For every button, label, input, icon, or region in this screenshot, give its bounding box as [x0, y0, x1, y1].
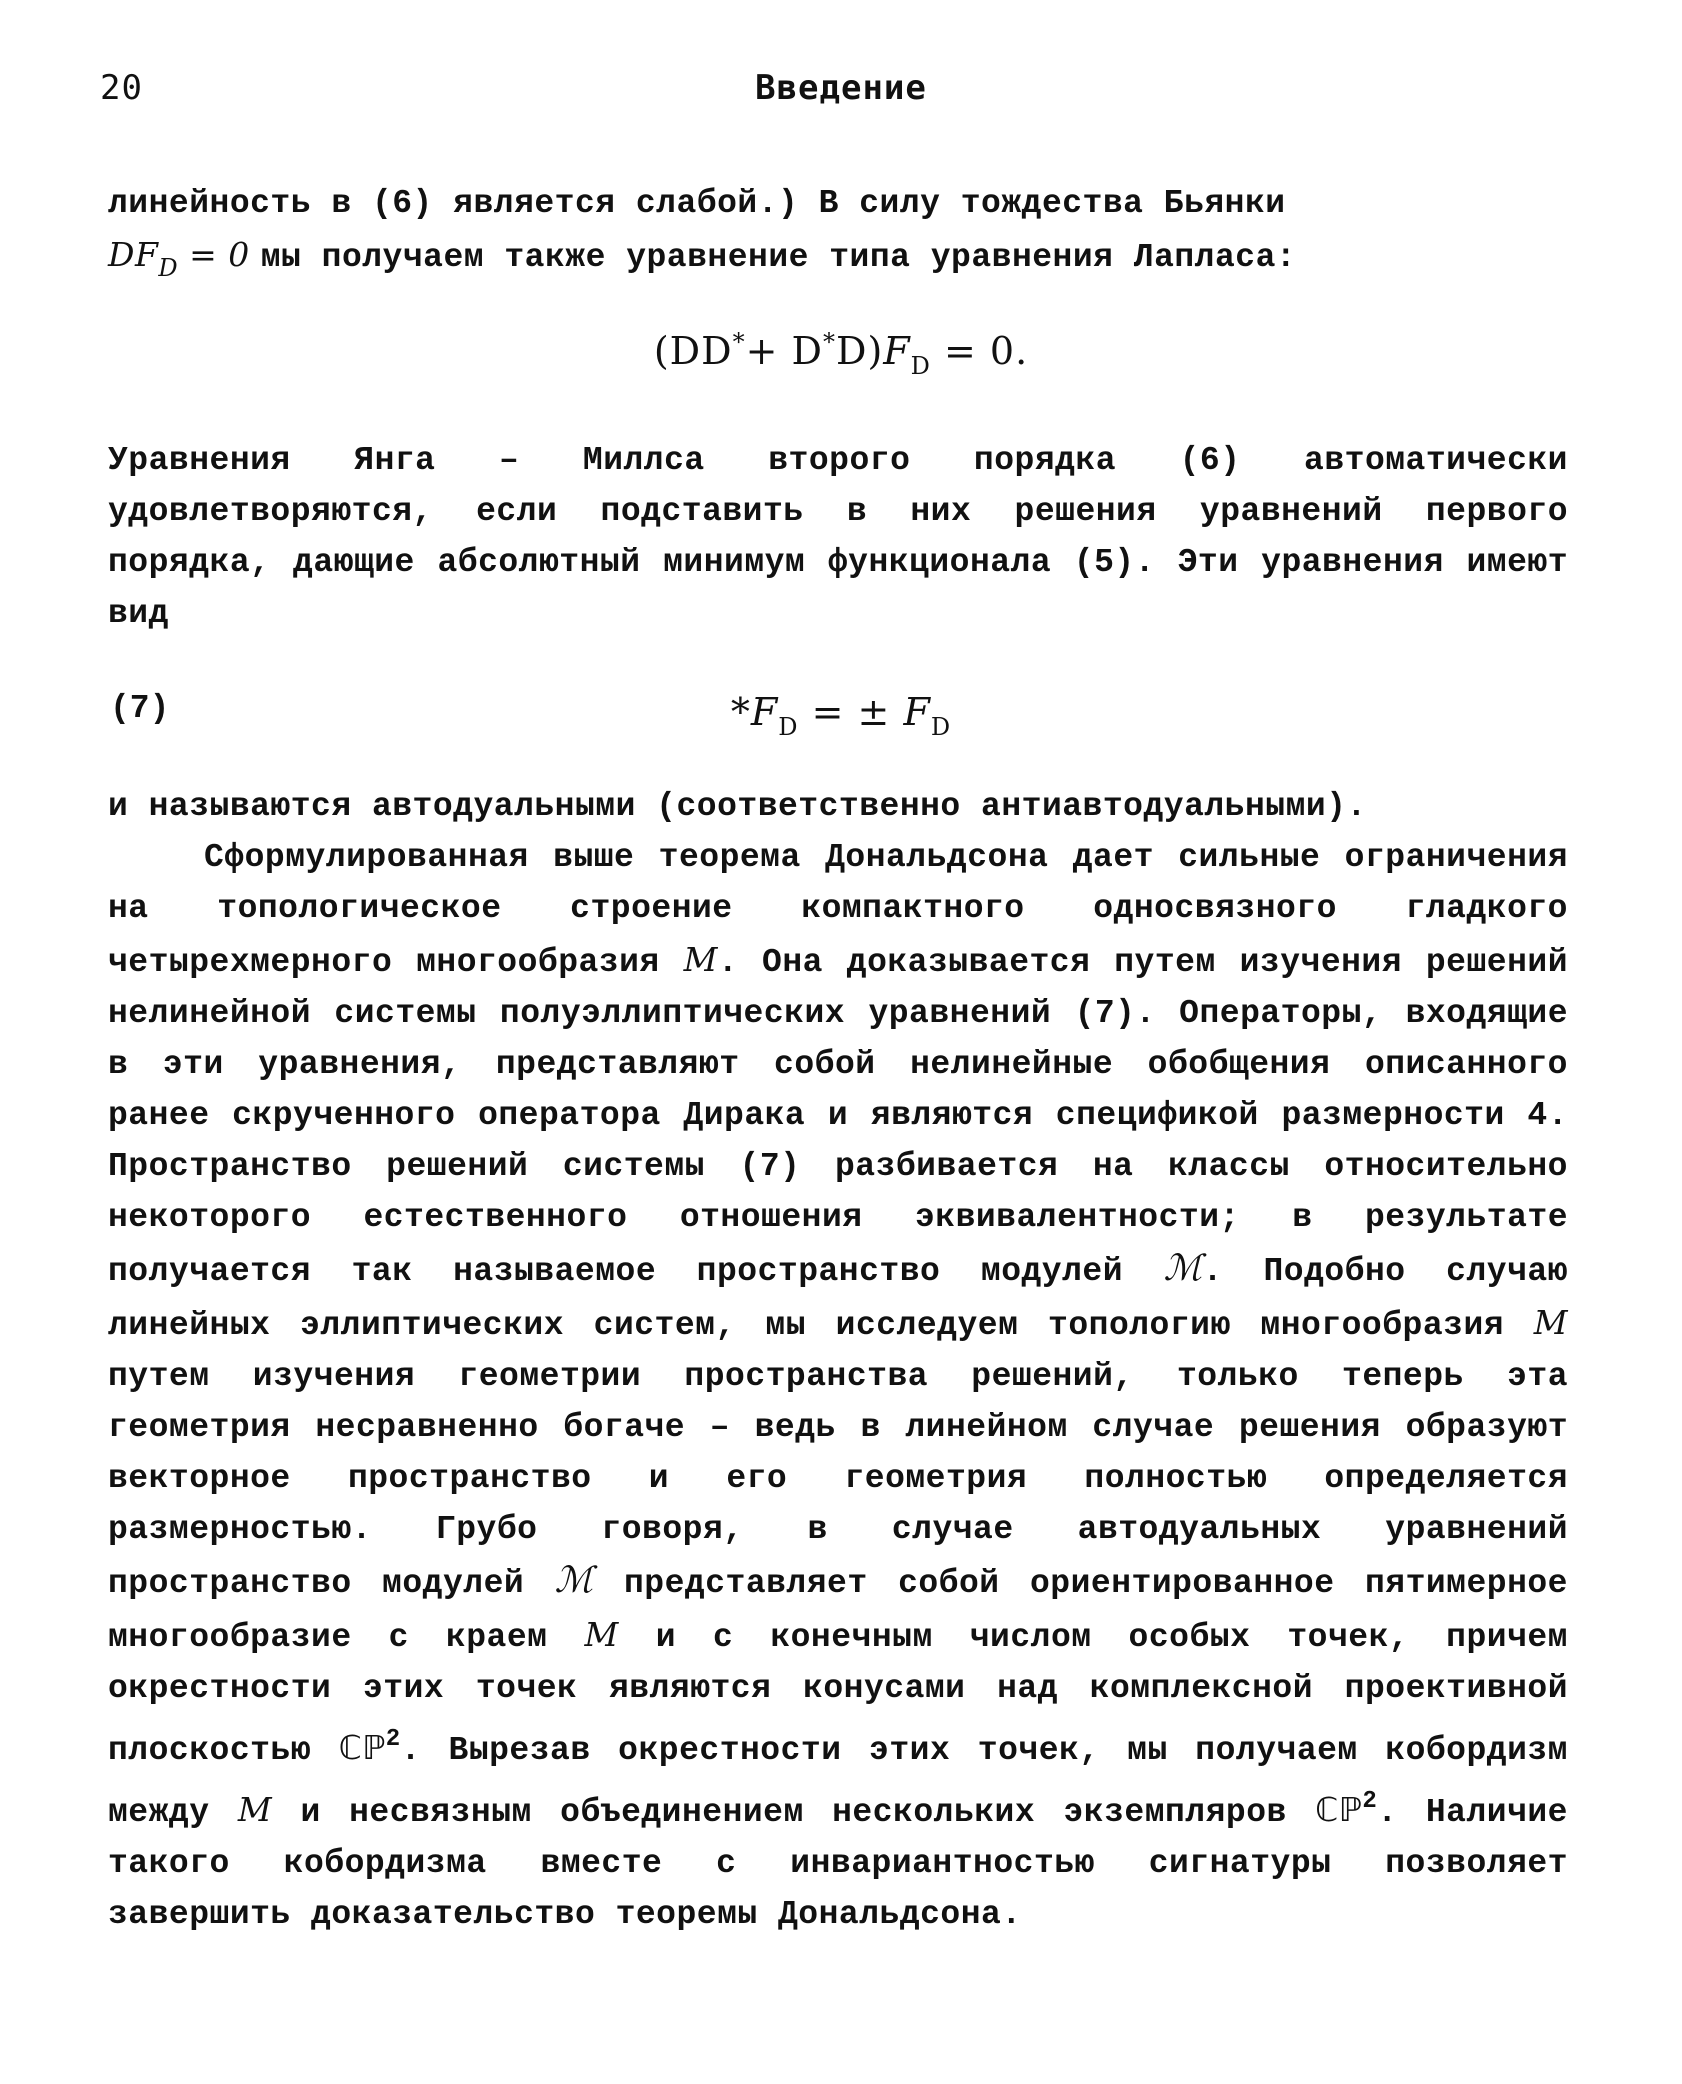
text-line-rest: мы получаем также уравнение типа уравнения Лапласа:	[260, 239, 1297, 276]
text-run: и несвязным объединением нескольких экземпляров	[272, 1794, 1316, 1831]
formula-subscript: D	[778, 713, 799, 741]
exponent: 2	[1362, 1788, 1378, 1815]
text-run: и с конечным числом особых точек, причем окрестности этих точек являются конусами над комплексной проективной плоскостью	[108, 1619, 1568, 1769]
text-line: и называются автодуальными (соответственно антиавтодуальными).	[108, 788, 1367, 825]
paragraph-continuation	[108, 178, 1568, 294]
paragraph-yang-mills: Уравнения Янга – Миллса второго порядка (6) автоматически удовлетворяются, если подставить в них решения уравнений первого порядка, дающие абсолютный минимум функционала (5). Эти уравнения имеют вид	[108, 442, 1568, 632]
formula-part: D)	[835, 329, 884, 373]
text-run: Сформулированная выше теорема Дональдсона дает сильные ограничения на топологическое строение компактного односвязного гладкого четырехмерного многообразия	[108, 839, 1568, 981]
running-title: Введение	[755, 68, 927, 108]
formula-subscript: D	[910, 352, 931, 380]
moduli-space-symbol: ℳ	[554, 1560, 594, 1601]
paragraph-donaldson	[108, 781, 1568, 1940]
formula-part: = 0.	[930, 329, 1029, 373]
formula-part: + D	[745, 329, 823, 373]
formula-part: (DD	[653, 329, 733, 373]
text-run: путем изучения геометрии пространства решений, только теперь эта геометрия несравненно богаче – ведь в линейном случае решения образуют векторное пространство и его геометрия полностью определяется размерностью. Грубо говоря, в случае автодуальных уравнений пространство модулей	[108, 1358, 1568, 1602]
laplace-formula	[0, 328, 1682, 380]
manifold-symbol: M	[237, 1790, 273, 1829]
bianchi-operator: DF	[108, 235, 159, 274]
complex-projective-plane: ℂℙ	[1315, 1790, 1363, 1829]
text-line	[108, 229, 1568, 294]
manifold-symbol: M	[1533, 1303, 1568, 1342]
formula-part: = ± F	[798, 690, 931, 734]
exponent: 2	[385, 1726, 401, 1753]
formula-star: *	[732, 328, 746, 356]
equation-number: (7)	[110, 690, 170, 727]
formula-part: *F	[730, 690, 779, 734]
selfdual-equation	[0, 690, 1682, 741]
page-number: 20	[100, 68, 143, 108]
bianchi-subscript: D	[158, 254, 179, 282]
text-run: . Наличие такого кобордизма вместе с инвариантностью сигнатуры позволяет завершить доказательство теоремы Дональдсона.	[108, 1794, 1568, 1933]
manifold-symbol: M	[683, 940, 718, 979]
text-line: линейность в (6) является слабой.) В силу тождества Бьянки	[108, 185, 1286, 222]
bianchi-equals: = 0	[178, 235, 261, 274]
formula-F: F	[883, 329, 911, 373]
formula-star: *	[822, 328, 836, 356]
text-run: . Вырезав окрестности этих точек, мы получаем кобордизм между	[108, 1732, 1568, 1831]
manifold-symbol: M	[584, 1615, 619, 1654]
complex-projective-plane: ℂℙ	[338, 1728, 386, 1767]
moduli-space-symbol: ℳ	[1163, 1248, 1203, 1289]
formula-subscript: D	[930, 713, 952, 741]
text-run: . Подобно случаю линейных эллиптических систем, мы исследуем топологию многообразия	[108, 1253, 1568, 1344]
text-run: представляет собой ориентированное пятимерное многообразие с краем	[108, 1565, 1568, 1656]
text-run: . Она доказывается путем изучения решений нелинейной системы полуэллиптических уравнений (7). Операторы, входящие в эти уравнения, представляют собой нелинейные обобщения описанного ранее скрученного оператора Дирака и являются спецификой размерности 4. Пространство решений системы (7) разбивается на классы относительно некоторого естественного отношения эквивалентности; в результате получается так называемое пространство модулей	[108, 944, 1568, 1290]
paragraph-body	[108, 832, 1568, 1940]
